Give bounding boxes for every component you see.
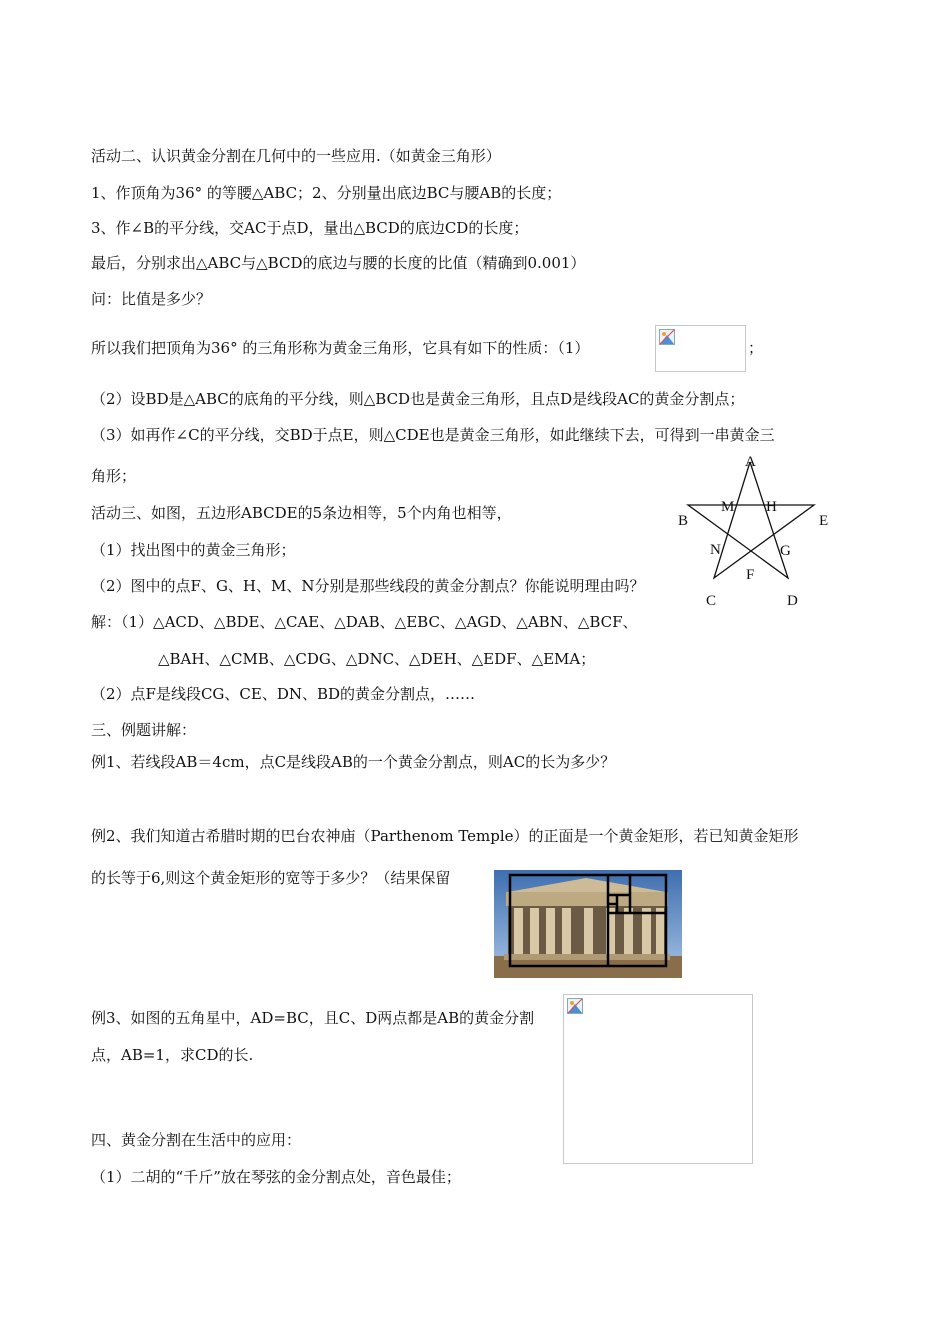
broken-image-placeholder-1	[655, 325, 746, 372]
property-3: （3）如再作∠C的平分线，交BD于点E，则△CDE也是黄金三角形，如此继续下去，可得到一串黄金三	[91, 426, 775, 444]
section-4-heading: 四、黄金分割在生活中的应用：	[91, 1131, 302, 1149]
example-3: 例3、如图的五角星中，AD=BC，且C、D两点都是AB的黄金分割	[91, 1009, 535, 1027]
star-label-f: F	[746, 567, 755, 583]
star-label-c: C	[706, 593, 717, 609]
property-2: （2）设BD是△ABC的底角的平分线，则△BCD也是黄金三角形，且点D是线段AC的黄金分割点；	[91, 390, 745, 408]
star-label-h: H	[766, 499, 777, 515]
star-label-a: A	[745, 454, 756, 470]
property-3-cont: 角形；	[91, 467, 137, 485]
answer-2: （2）点F是线段CG、CE、DN、BD的黄金分割点，……	[91, 685, 476, 703]
broken-image-icon	[567, 998, 583, 1014]
answer-1: 解：（1）△ACD、△BDE、△CAE、△DAB、△EBC、△AGD、△ABN、△BCF、	[91, 613, 638, 631]
pentagram-figure	[660, 450, 860, 620]
star-label-b: B	[678, 513, 689, 529]
activity3-task-2: （2）图中的点F、G、H、M、N分别是那些线段的黄金分割点？你能说明理由吗？	[91, 577, 645, 595]
semicolon: ；	[748, 339, 764, 357]
step-1-2: 1、作顶角为36° 的等腰△ABC；2、分别量出底边BC与腰AB的长度；	[91, 184, 562, 202]
example-3-cont: 点，AB=1，求CD的长.	[91, 1046, 254, 1064]
star-label-g: G	[780, 543, 791, 559]
activity2-heading: 活动二、认识黄金分割在几何中的一些应用.（如黄金三角形）	[91, 147, 501, 165]
star-label-d: D	[787, 593, 798, 609]
star-label-n: N	[710, 542, 721, 558]
example-2-cont: 的长等于6,则这个黄金矩形的宽等于多少？（结果保留	[91, 869, 451, 887]
step-final: 最后，分别求出△ABC与△BCD的底边与腰的长度的比值（精确到0.001）	[91, 254, 586, 272]
activity3-heading: 活动三、如图，五边形ABCDE的5条边相等，5个内角也相等，	[91, 504, 512, 522]
golden-triangle-definition: 所以我们把顶角为36° 的三角形称为黄金三角形，它具有如下的性质：（1）	[91, 339, 590, 357]
application-1: （1）二胡的“千斤”放在琴弦的金分割点处，音色最佳；	[91, 1168, 461, 1186]
broken-image-placeholder-2	[563, 994, 753, 1164]
example-1: 例1、若线段AB＝4cm，点C是线段AB的一个黄金分割点，则AC的长为多少？	[91, 753, 616, 771]
activity3-task-1: （1）找出图中的黄金三角形；	[91, 541, 296, 559]
parthenon-photo	[494, 870, 682, 978]
broken-image-icon	[659, 329, 675, 345]
answer-1-cont: △BAH、△CMB、△CDG、△DNC、△DEH、△EDF、△EMA；	[158, 650, 596, 668]
example-2: 例2、我们知道古希腊时期的巴台农神庙（Parthenom Temple）的正面是一个黄金矩形，若已知黄金矩形	[91, 827, 799, 845]
section-3-heading: 三、例题讲解：	[91, 721, 197, 739]
star-label-m: M	[721, 499, 735, 515]
step-3: 3、作∠B的平分线，交AC于点D，量出△BCD的底边CD的长度；	[91, 219, 529, 237]
question: 问：比值是多少？	[91, 290, 212, 308]
star-label-e: E	[819, 513, 829, 529]
